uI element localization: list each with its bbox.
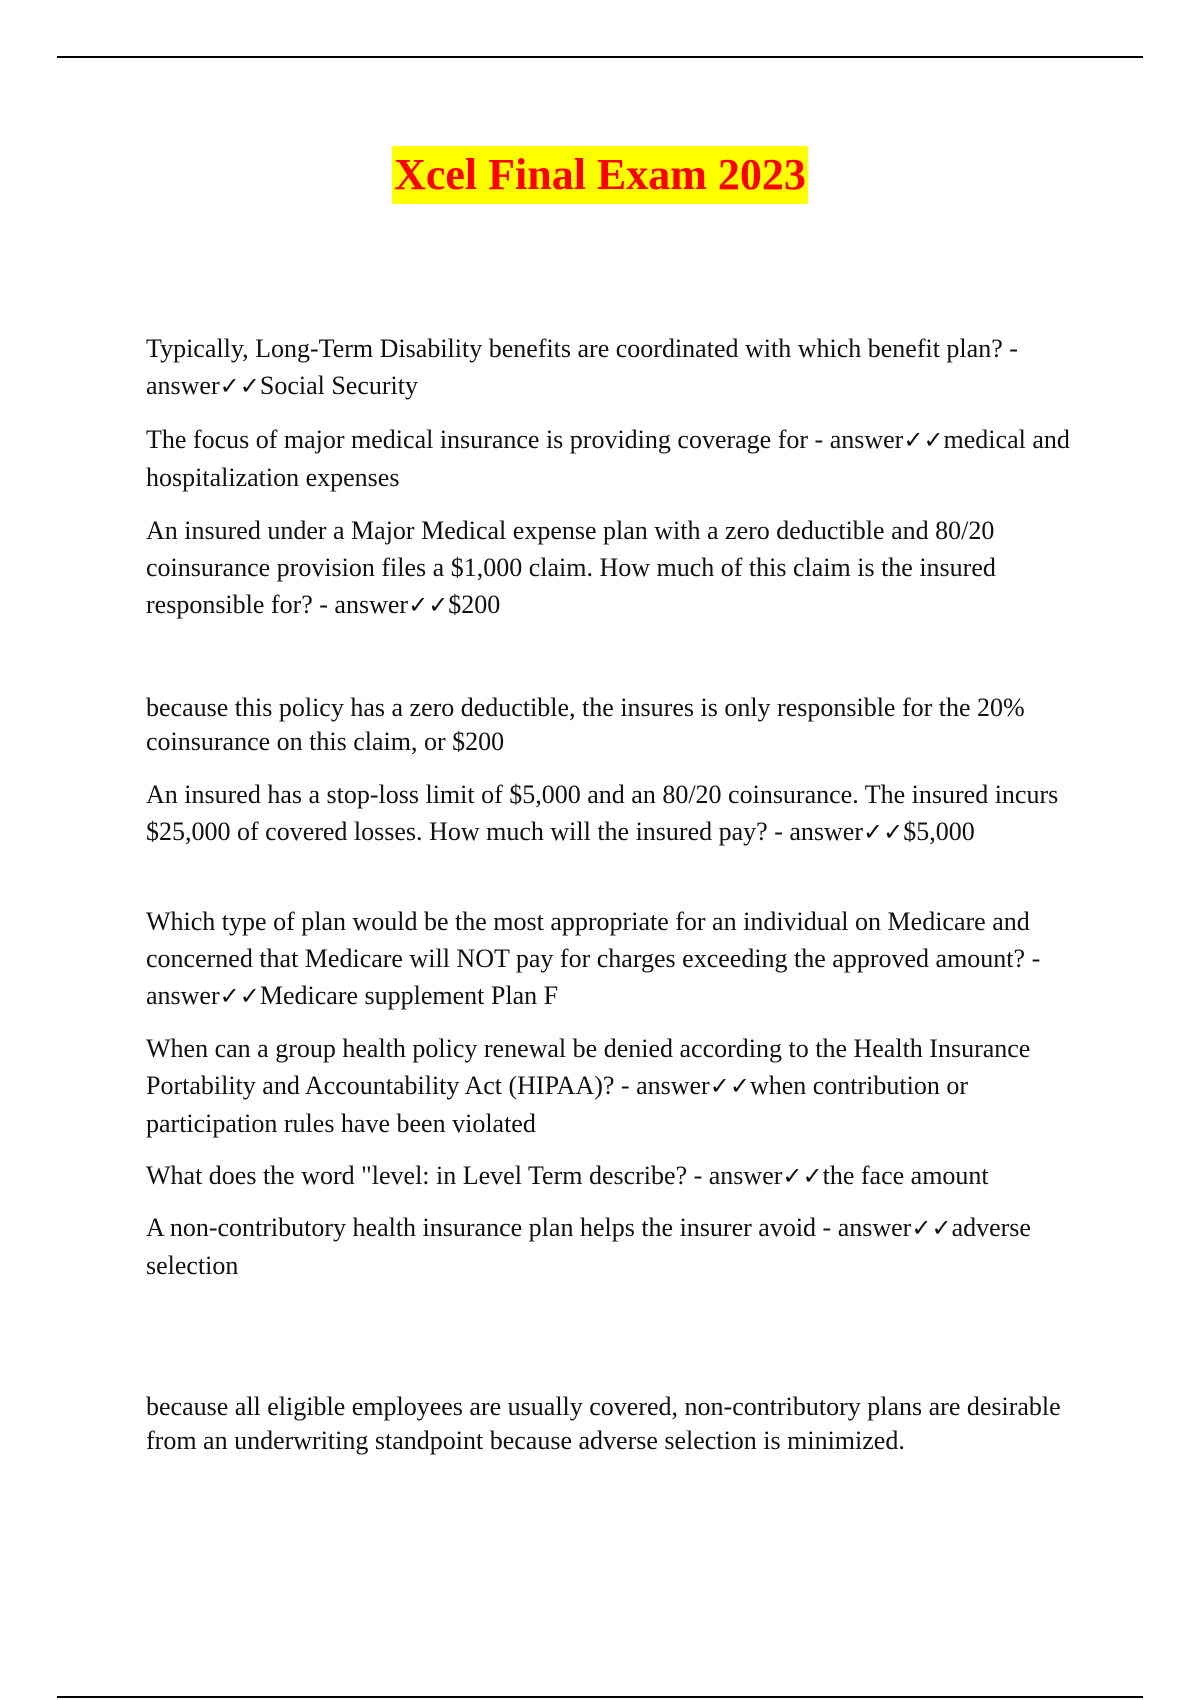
double-check-icon: ✓✓ — [911, 1214, 952, 1242]
qa-item — [146, 903, 1096, 1015]
question-text: When can a group health policy renewal be denied according to the Health Insurance Portability and Accountability Act (HIPAA)? - answer — [146, 1034, 1031, 1100]
qa-item — [146, 1157, 989, 1195]
question-text: An insured has a stop-loss limit of $5,000 and an 80/20 coinsurance. The insured incurs $25,000 of covered losses. How much will the insured pay? - answer — [146, 780, 1059, 846]
question-text: Typically, Long-Term Disability benefits are coordinated with which benefit plan? - answer — [146, 334, 1018, 400]
answer-text: $5,000 — [903, 817, 975, 846]
double-check-icon: ✓✓ — [863, 818, 904, 846]
qa-item — [146, 512, 1096, 624]
answer-text: the face amount — [822, 1161, 989, 1190]
answer-text: Medicare supplement Plan F — [259, 981, 559, 1010]
answer-text: medical and hospitalization expenses — [146, 425, 1070, 492]
question-text: An insured under a Major Medical expense plan with a zero deductible and 80/20 coinsurance provision files a $1,000 claim. How much of this claim is the insured responsible for? - answer — [146, 516, 996, 619]
qa-item — [146, 1030, 1096, 1142]
document-title: Xcel Final Exam 2023 — [392, 146, 808, 204]
qa-item — [146, 421, 1096, 496]
bottom-rule — [57, 1696, 1143, 1698]
question-text: What does the word "level: in Level Term describe? - answer — [146, 1161, 783, 1190]
double-check-icon: ✓✓ — [219, 372, 260, 400]
answer-text: when contribution or participation rules have been violated — [146, 1071, 969, 1138]
double-check-icon: ✓✓ — [782, 1162, 823, 1190]
double-check-icon: ✓✓ — [903, 426, 944, 454]
question-text: A non-contributory health insurance plan helps the insurer avoid - answer — [146, 1213, 912, 1242]
explanation-text: because this policy has a zero deductible, the insures is only responsible for the 20% coinsurance on this claim, or $200 — [146, 693, 1025, 756]
double-check-icon: ✓✓ — [709, 1072, 750, 1100]
qa-item — [146, 776, 1096, 851]
qa-item — [146, 330, 1096, 405]
explanation-text: because all eligible employees are usually covered, non-contributory plans are desirable from an underwriting standpoint because adverse selection is minimized. — [146, 1392, 1061, 1455]
title-container — [0, 146, 1200, 204]
answer-text: Social Security — [259, 371, 418, 400]
question-text: The focus of major medical insurance is providing coverage for - answer — [146, 425, 904, 454]
qa-item — [146, 1209, 1096, 1284]
double-check-icon: ✓✓ — [408, 591, 449, 619]
question-text: Which type of plan would be the most appropriate for an individual on Medicare and concerned that Medicare will NOT pay for charges exceeding the approved amount? - answer — [146, 907, 1041, 1010]
double-check-icon: ✓✓ — [219, 982, 260, 1010]
answer-text: adverse selection — [146, 1213, 1031, 1280]
answer-text: $200 — [448, 590, 501, 619]
top-rule — [57, 56, 1143, 58]
